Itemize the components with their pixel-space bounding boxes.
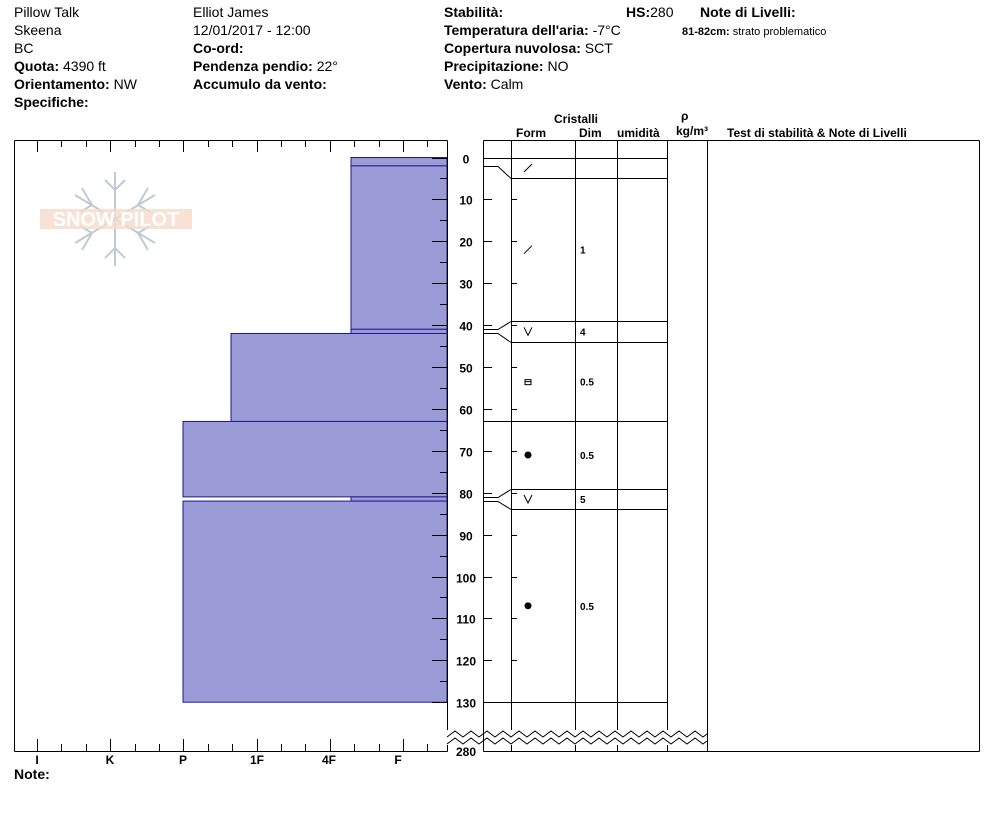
layer-note-range: 81-82cm: xyxy=(682,26,730,38)
notes-label: Note: xyxy=(14,766,50,782)
logo-text: SNOW PILOT xyxy=(52,209,180,231)
coords-label: Co-ord: xyxy=(193,40,244,56)
snowflake-logo-icon xyxy=(40,172,192,266)
depth-tick-label: 90 xyxy=(459,529,473,544)
slope-value: 22° xyxy=(316,58,338,74)
crystal-dim: 5 xyxy=(580,494,586,506)
cloud-value: SCT xyxy=(584,40,613,56)
depth-tick-label: 100 xyxy=(455,571,477,586)
depth-tick-label: 60 xyxy=(459,403,473,418)
hardness-bar xyxy=(351,166,447,329)
axis-break-upper xyxy=(447,731,707,737)
cloud-label: Copertura nuvolosa: xyxy=(444,40,581,56)
air-temp-label: Temperatura dell'aria: xyxy=(444,22,589,38)
layer-connector xyxy=(483,167,511,179)
depth-hoar-icon xyxy=(524,495,532,503)
region: BC xyxy=(14,40,34,56)
range: Skeena xyxy=(14,22,62,38)
depth-hoar-icon xyxy=(524,327,532,335)
crystal-dim: 0.5 xyxy=(580,377,594,389)
hardness-bar xyxy=(183,501,447,702)
slope-label: Pendenza pendio: xyxy=(193,58,313,74)
hardness-tick-label: 4F xyxy=(321,753,337,767)
hs-label: HS: xyxy=(626,4,651,20)
observer: Elliot James xyxy=(193,4,269,20)
layer-notes-label: Note di Livelli: xyxy=(700,4,796,20)
crystal-dim: 1 xyxy=(580,245,586,257)
depth-tick-label: 40 xyxy=(459,319,473,334)
depth-tick-label: 110 xyxy=(456,612,476,627)
depth-tick-label: 10 xyxy=(459,193,473,208)
col-rho: ρ xyxy=(681,109,689,123)
hardness-tick-label: K xyxy=(105,753,115,767)
hardness-tick-label: F xyxy=(394,753,402,767)
crystal-dim: 0.5 xyxy=(580,601,594,613)
datetime: 12/01/2017 - 12:00 xyxy=(193,22,311,38)
col-density: kg/m³ xyxy=(676,124,709,138)
crystal-dim: 4 xyxy=(580,327,586,339)
col-moisture: umidità xyxy=(617,126,660,140)
aspect-value: NW xyxy=(113,76,137,92)
air-temp-value: -7°C xyxy=(592,22,621,38)
col-dim: Dim xyxy=(579,126,602,140)
hardness-bar xyxy=(231,333,447,421)
col-crystals: Cristalli xyxy=(554,112,599,126)
col-form: Form xyxy=(516,126,546,140)
hardness-bar xyxy=(351,329,447,333)
faceted-icon xyxy=(525,380,531,385)
depth-tick-label: 30 xyxy=(459,277,473,292)
precip-label: Precipitazione: xyxy=(444,58,544,74)
depth-tick-label: 20 xyxy=(459,235,473,250)
rounded-icon xyxy=(525,602,532,609)
hs-value: 280 xyxy=(650,4,674,20)
hardness-tick-label: 1F xyxy=(249,753,265,767)
specifics-label: Specifiche: xyxy=(14,94,89,110)
decomposing-icon xyxy=(524,246,532,254)
wind-value: Calm xyxy=(490,76,524,92)
depth-tick-label: 80 xyxy=(459,487,473,502)
rounded-icon xyxy=(525,451,532,458)
layer-connector xyxy=(483,502,511,510)
depth-tick-label: 120 xyxy=(455,654,477,669)
depth-tick-label: 70 xyxy=(459,445,473,460)
wind-loading-label: Accumulo da vento: xyxy=(193,76,327,92)
elevation-label: Quota: xyxy=(14,58,60,74)
depth-tick-label: 50 xyxy=(459,361,473,376)
axis-break-lower xyxy=(447,738,707,744)
wind-label: Vento: xyxy=(444,76,487,92)
stability-label: Stabilità: xyxy=(444,4,504,20)
depth-tick-label: 130 xyxy=(455,696,477,711)
depth-bottom-label: 280 xyxy=(455,745,477,759)
aspect-label: Orientamento: xyxy=(14,76,110,92)
crystal-dim: 0.5 xyxy=(580,450,594,462)
hardness-bar xyxy=(183,421,447,496)
elevation-value: 4390 ft xyxy=(63,58,106,74)
hardness-tick-label: I xyxy=(35,753,39,767)
col-tests: Test di stabilità & Note di Livelli xyxy=(727,126,907,140)
depth-tick-label: 0 xyxy=(462,152,470,167)
hardness-tick-label: P xyxy=(178,753,188,767)
location: Pillow Talk xyxy=(14,4,80,20)
decomposing-icon xyxy=(524,164,532,172)
precip-value: NO xyxy=(547,58,569,74)
layer-note-text: strato problematico xyxy=(732,26,827,38)
layer-connector xyxy=(483,334,511,343)
hardness-bar xyxy=(351,497,447,501)
